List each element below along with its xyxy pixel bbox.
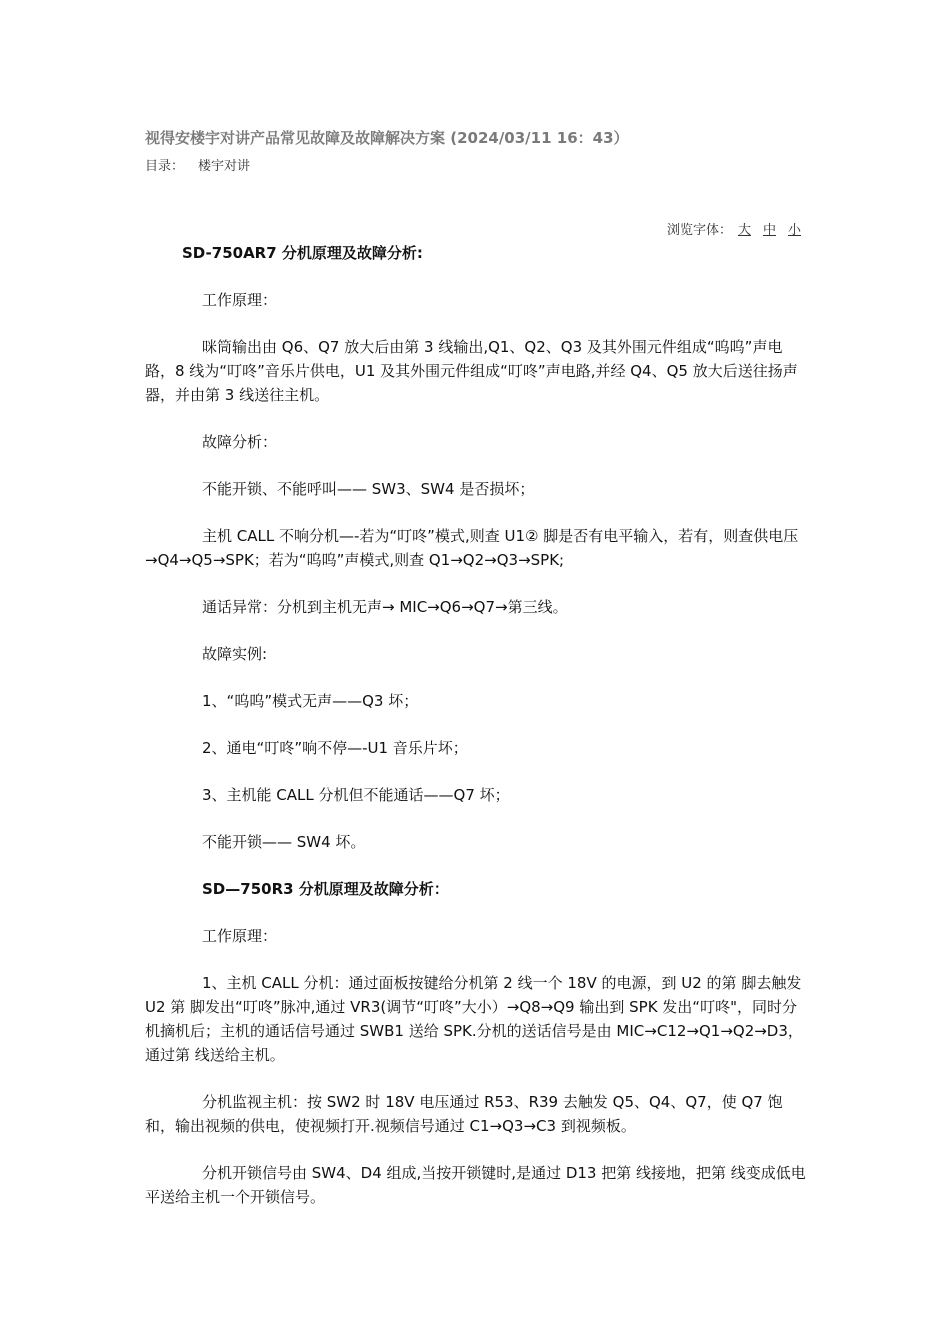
- paragraph: 分机监视主机：按 SW2 时 18V 电压通过 R53、R39 去触发 Q5、Q4、Q7，使 Q7 饱和，输出视频的供电，使视频打开.视频信号通过 C1→Q3→C3 到视频板。: [145, 1093, 783, 1135]
- paragraph: 工作原理：: [202, 291, 278, 309]
- paragraph: 故障分析：: [202, 433, 278, 451]
- article-body: [145, 241, 807, 1232]
- paragraph: 主机 CALL 不响分机—-若为“叮咚”模式,则查 U1② 脚是否有电平输入，若有，则查供电压→Q4→Q5→SPK；若为“呜呜”声模式,则查 Q1→Q2→Q3→SPK;: [145, 527, 799, 569]
- catalog-line: [145, 155, 250, 174]
- paragraph: 2、通电“叮咚”响不停—-U1 音乐片坏；: [202, 739, 468, 757]
- font-size-large-link[interactable]: 大: [737, 223, 751, 238]
- document-title: 视得安楼宇对讲产品常见故障及故障解决方案 (2024/03/11 16：43）: [145, 129, 629, 147]
- catalog-value[interactable]: 楼宇对讲: [198, 159, 251, 174]
- paragraph: 工作原理：: [202, 927, 278, 945]
- section-heading-750r3: SD—750R3 分机原理及故障分析：: [202, 880, 449, 898]
- paragraph: 故障实例:: [202, 645, 268, 663]
- font-size-selector: [667, 219, 807, 238]
- catalog-label: 目录：: [145, 159, 185, 174]
- paragraph: 不能开锁—— SW4 坏。: [202, 833, 366, 851]
- paragraph: 3、主机能 CALL 分机但不能通话——Q7 坏；: [202, 786, 510, 804]
- paragraph: 通话异常：分机到主机无声→ MIC→Q6→Q7→第三线。: [202, 598, 568, 616]
- paragraph: 不能开锁、不能呼叫—— SW3、SW4 是否损坏；: [202, 480, 535, 498]
- section-heading-750ar7: SD-750AR7 分机原理及故障分析:: [182, 244, 423, 262]
- font-size-medium-link[interactable]: 中: [762, 223, 776, 238]
- paragraph: 咪筒输出由 Q6、Q7 放大后由第 3 线输出,Q1、Q2、Q3 及其外围元件组成“呜呜”声电路，8 线为“叮咚”音乐片供电，U1 及其外围元件组成“叮咚”声电路,并经 Q4、Q5 放大后送往扬声器，并由第 3 线送往主机。: [145, 338, 798, 404]
- paragraph: 分机开锁信号由 SW4、D4 组成,当按开锁键时,是通过 D13 把第 线接地，把第 线变成低电平送给主机一个开锁信号。: [145, 1164, 806, 1206]
- paragraph: 1、主机 CALL 分机：通过面板按键给分机第 2 线一个 18V 的电源，到 U2 的第 脚去触发 U2 第 脚发出“叮咚”脉冲,通过 VR3(调节“叮咚”大小）→Q8→Q9 输出到 SPK 发出“叮咚"，同时分机摘机后；主机的通话信号通过 SWB1 送给 SPK.分机的送话信号是由 MIC→C12→Q1→Q2→D3，通过第 线送给主机。: [145, 974, 803, 1064]
- paragraph: 1、“呜呜”模式无声——Q3 坏；: [202, 692, 419, 710]
- font-size-label: 浏览字体：: [666, 223, 732, 238]
- font-size-small-link[interactable]: 小: [787, 223, 801, 238]
